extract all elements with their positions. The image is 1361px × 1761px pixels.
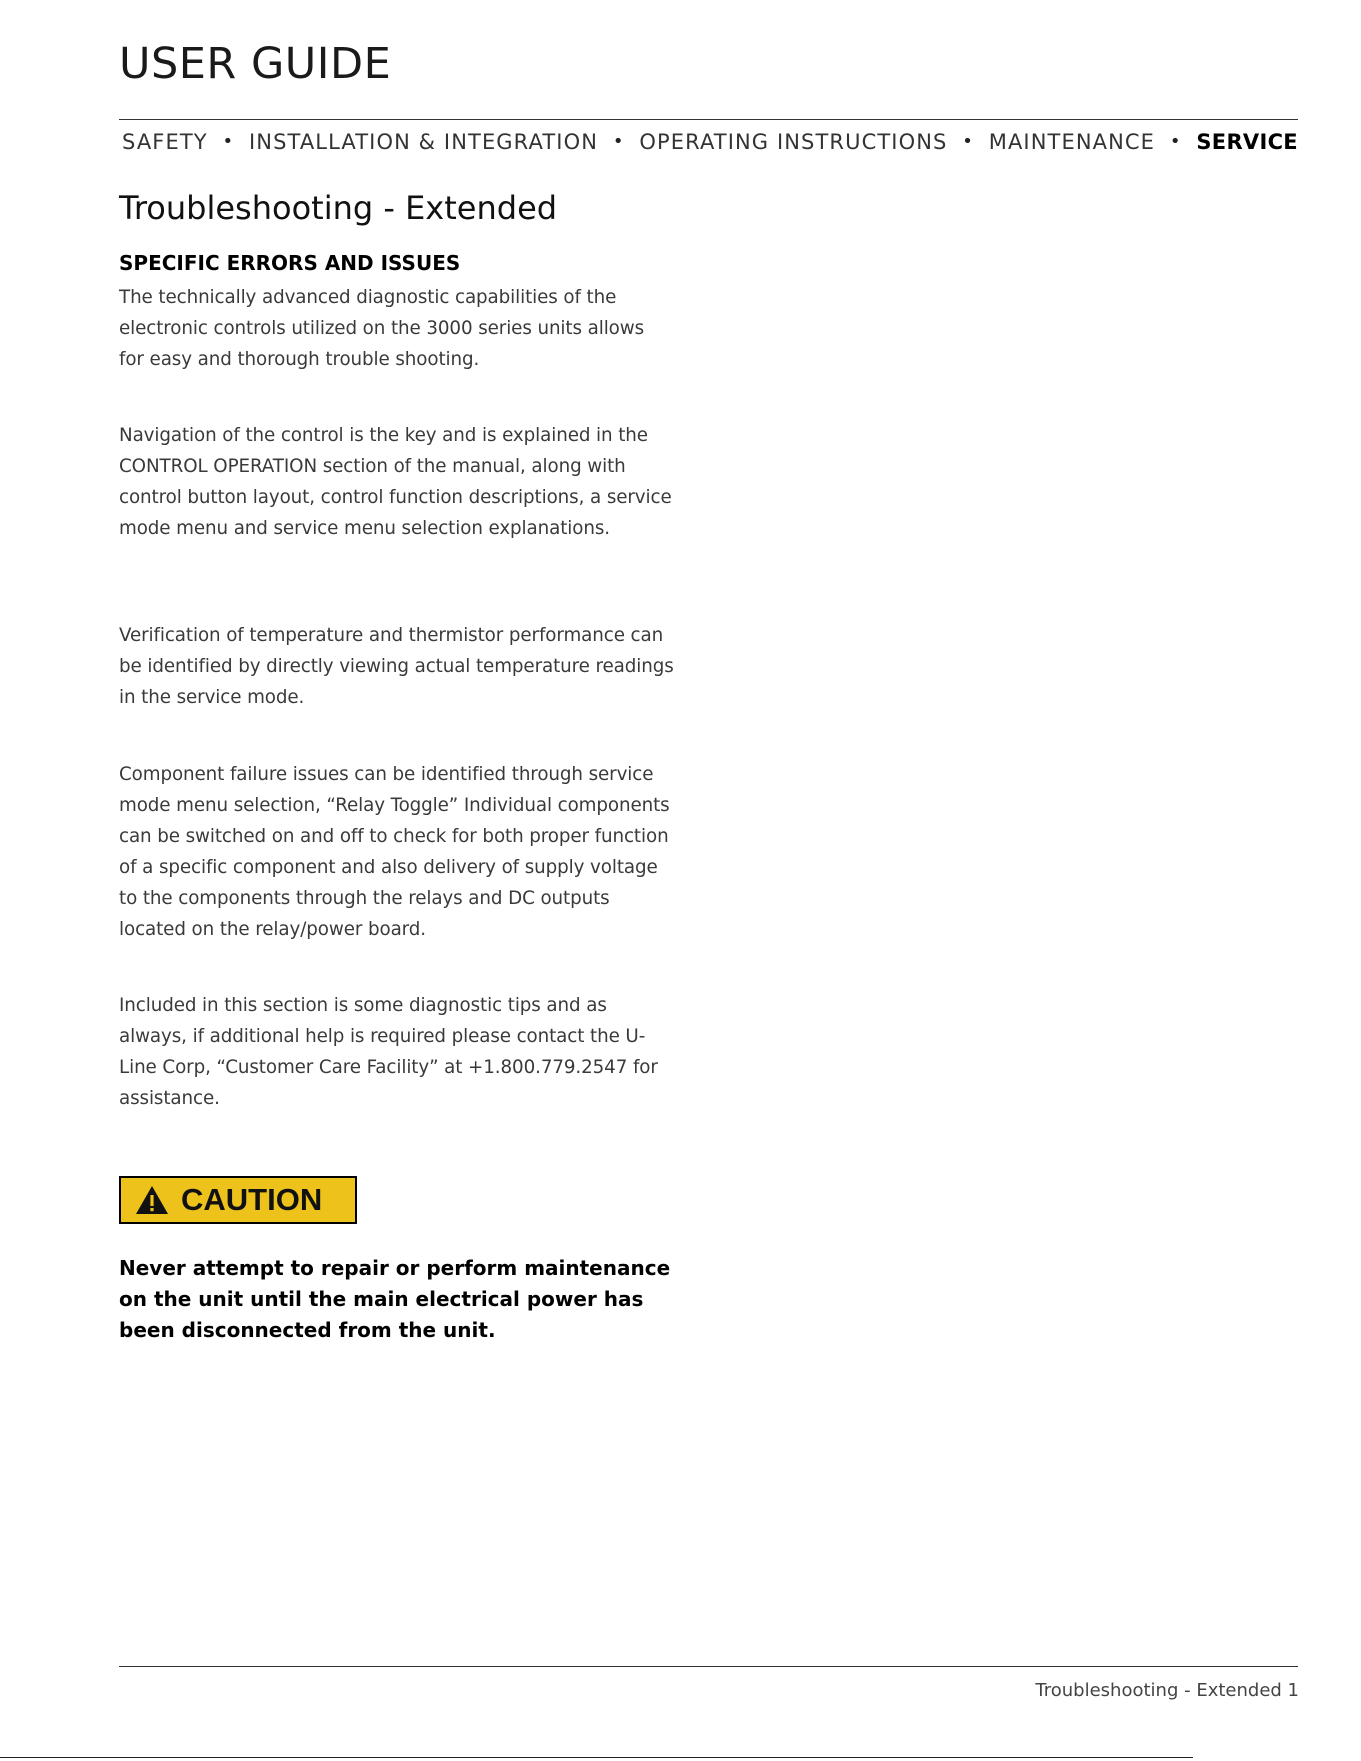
- nav-separator: •: [1169, 131, 1182, 152]
- paragraph-component-failure: Component failure issues can be identified through service mode menu selection, “Relay Toggle” Individual components can be switched on and off to check for both proper function of a specific component and also delivery of supply voltage to the components through the relays and DC outputs located on the relay/power board.: [119, 764, 670, 940]
- nav-item-maintenance: MAINTENANCE: [988, 130, 1156, 154]
- nav-separator: •: [962, 131, 974, 152]
- document-title: USER GUIDE: [119, 39, 392, 89]
- caution-label: [119, 1176, 357, 1224]
- warning-triangle-icon: [134, 1184, 170, 1216]
- nav-item-safety: SAFETY: [122, 130, 208, 154]
- footer-page-label: Troubleshooting - Extended 1: [1035, 1680, 1299, 1701]
- caution-warning-text: Never attempt to repair or perform maintenance on the unit until the main electrical power has been disconnected from the unit.: [119, 1256, 671, 1342]
- paragraph-temperature-verification: Verification of temperature and thermistor performance can be identified by directly viewing actual temperature readings in the service mode.: [119, 625, 674, 708]
- section-navigation: [122, 128, 1298, 156]
- page-bottom-edge: [0, 1757, 1193, 1758]
- paragraph-diagnostics-intro: The technically advanced diagnostic capabilities of the electronic controls utilized on the 3000 series units allows for easy and thorough trouble shooting.: [119, 287, 645, 370]
- section-heading: Troubleshooting - Extended: [119, 189, 558, 227]
- nav-item-installation: INSTALLATION & INTEGRATION: [249, 130, 599, 154]
- paragraph-control-navigation: Navigation of the control is the key and is explained in the CONTROL OPERATION section of the manual, along with control button layout, control function descriptions, a service mode menu and service menu selection explanations.: [119, 425, 672, 539]
- caution-text: CAUTION: [181, 1182, 323, 1217]
- nav-separator: •: [222, 131, 235, 152]
- subsection-heading: SPECIFIC ERRORS AND ISSUES: [119, 251, 461, 275]
- nav-item-operating-instructions: OPERATING INSTRUCTIONS: [639, 130, 948, 154]
- paragraph-customer-care: Included in this section is some diagnostic tips and as always, if additional help is required please contact the U-Line Corp, “Customer Care Facility” at +1.800.779.2547 for assistance.: [119, 995, 658, 1109]
- header-divider: [119, 119, 1298, 120]
- nav-separator: •: [612, 131, 625, 152]
- nav-item-service: SERVICE: [1196, 130, 1298, 154]
- footer-divider: [119, 1666, 1298, 1667]
